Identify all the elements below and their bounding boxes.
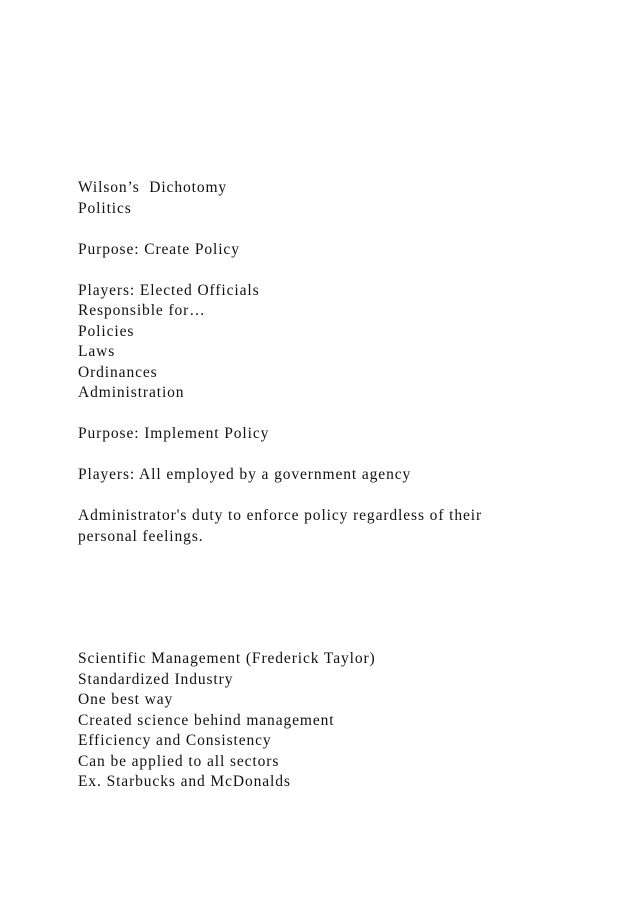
list-item: Standardized Industry (78, 670, 234, 688)
scientific-management-section (78, 649, 376, 793)
list-item: Laws (78, 343, 116, 360)
list-item: Created science behind management (78, 711, 335, 729)
blank-line (78, 219, 482, 240)
list-item: Ordinances (78, 363, 158, 381)
admin-players: Players: All employed by a government agency (78, 466, 412, 483)
administration-heading: Administration (78, 384, 185, 401)
list-item: Efficiency and Consistency (78, 732, 272, 749)
list-item: Policies (78, 322, 135, 340)
list-item: One best way (78, 691, 174, 708)
admin-duty-line-2: personal feelings. (78, 527, 204, 545)
scientific-management-heading: Scientific Management (Frederick Taylor) (78, 650, 376, 667)
section-title: Wilson’s Dichotomy (78, 179, 228, 196)
blank-line (78, 260, 482, 281)
politics-players: Players: Elected Officials (78, 281, 260, 299)
blank-line (78, 445, 482, 466)
list-item: Ex. Starbucks and McDonalds (78, 773, 291, 790)
admin-duty-line-1: Administrator's duty to enforce policy regardless of their (78, 507, 483, 524)
blank-line (78, 404, 482, 425)
blank-line (78, 486, 482, 507)
admin-purpose: Purpose: Implement Policy (78, 425, 270, 442)
wilson-dichotomy-section (78, 178, 482, 547)
responsible-for: Responsible for… (78, 302, 206, 319)
politics-heading: Politics (78, 199, 132, 217)
politics-purpose: Purpose: Create Policy (78, 240, 240, 258)
list-item: Can be applied to all sectors (78, 752, 280, 770)
